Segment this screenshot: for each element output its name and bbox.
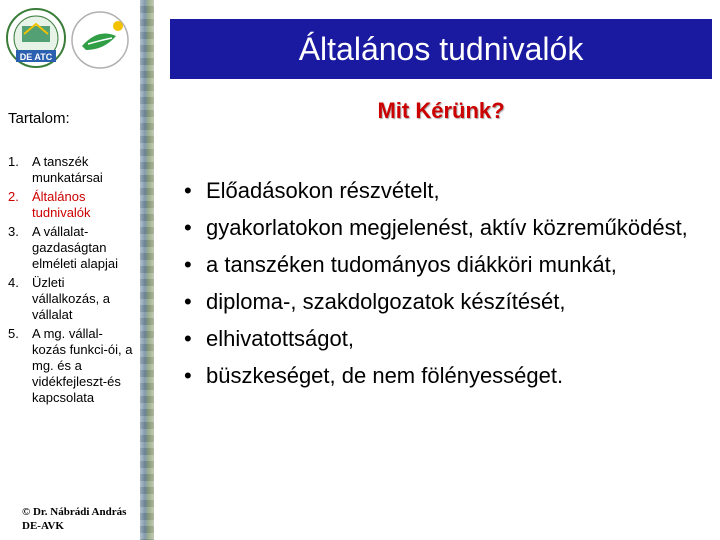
list-item xyxy=(176,249,712,280)
bullet-icon: • xyxy=(184,215,192,240)
bullet-icon: • xyxy=(184,289,192,314)
toc-item-number: 1. xyxy=(8,154,19,169)
toc-item-functions[interactable] xyxy=(8,326,138,406)
toc-item-label: Üzleti vállalkozás, a vállalat xyxy=(32,275,111,322)
toc-item-general-info[interactable] xyxy=(8,189,138,221)
faculty-leaf-logo-icon xyxy=(72,12,128,68)
toc-item-label: A mg. vállal-kozás funkci-ói, a mg. és a vidékfejleszt-és kapcsolata xyxy=(32,326,133,405)
toc-item-number: 4. xyxy=(8,275,19,290)
list-item xyxy=(176,286,712,317)
toc-item-label: A tanszék munkatársai xyxy=(32,154,103,185)
page-title: Általános tudnivalók xyxy=(298,31,584,67)
list-item xyxy=(176,360,712,391)
bullet-icon: • xyxy=(184,252,192,277)
toc-item-staff[interactable] xyxy=(8,154,138,186)
toc-item-number: 3. xyxy=(8,224,19,239)
toc-heading: Tartalom: xyxy=(8,110,70,127)
bullet-icon: • xyxy=(184,326,192,351)
list-item-text: a tanszéken tudományos diákköri munkát, xyxy=(206,252,617,277)
toc-item-number: 5. xyxy=(8,326,19,341)
list-item xyxy=(176,212,712,243)
title-bar xyxy=(170,19,712,79)
toc-item-theory[interactable] xyxy=(8,224,138,272)
bullet-icon: • xyxy=(184,363,192,388)
toc-item-number: 2. xyxy=(8,189,19,204)
list-item xyxy=(176,323,712,354)
logo-abbreviation: DE ATC xyxy=(19,52,53,62)
list-item-text: büszkeséget, de nem fölényességet. xyxy=(206,363,564,388)
header-logos xyxy=(4,4,132,76)
list-item-text: Előadásokon részvételt, xyxy=(206,178,440,203)
list-item xyxy=(176,175,712,206)
bullet-icon: • xyxy=(184,178,192,203)
copyright-note: © Dr. Nábrádi András DE-AVK xyxy=(22,506,127,532)
toc-list xyxy=(8,154,138,409)
toc-item-label: Általános tudnivalók xyxy=(32,189,91,220)
list-item-text: diploma-, szakdolgozatok készítését, xyxy=(206,289,566,314)
decorative-image-strip xyxy=(140,0,154,540)
requirements-list xyxy=(176,175,712,397)
section-subheading: Mit Kérünk? xyxy=(377,98,505,123)
list-item-text: gyakorlatokon megjelenést, aktív közreműködést, xyxy=(206,215,688,240)
list-item-text: elhivatottságot, xyxy=(206,326,354,351)
toc-item-label: A vállalat-gazdaságtan elméleti alapjai xyxy=(32,224,118,271)
logos-svg xyxy=(4,4,132,76)
toc-item-business[interactable] xyxy=(8,275,138,323)
